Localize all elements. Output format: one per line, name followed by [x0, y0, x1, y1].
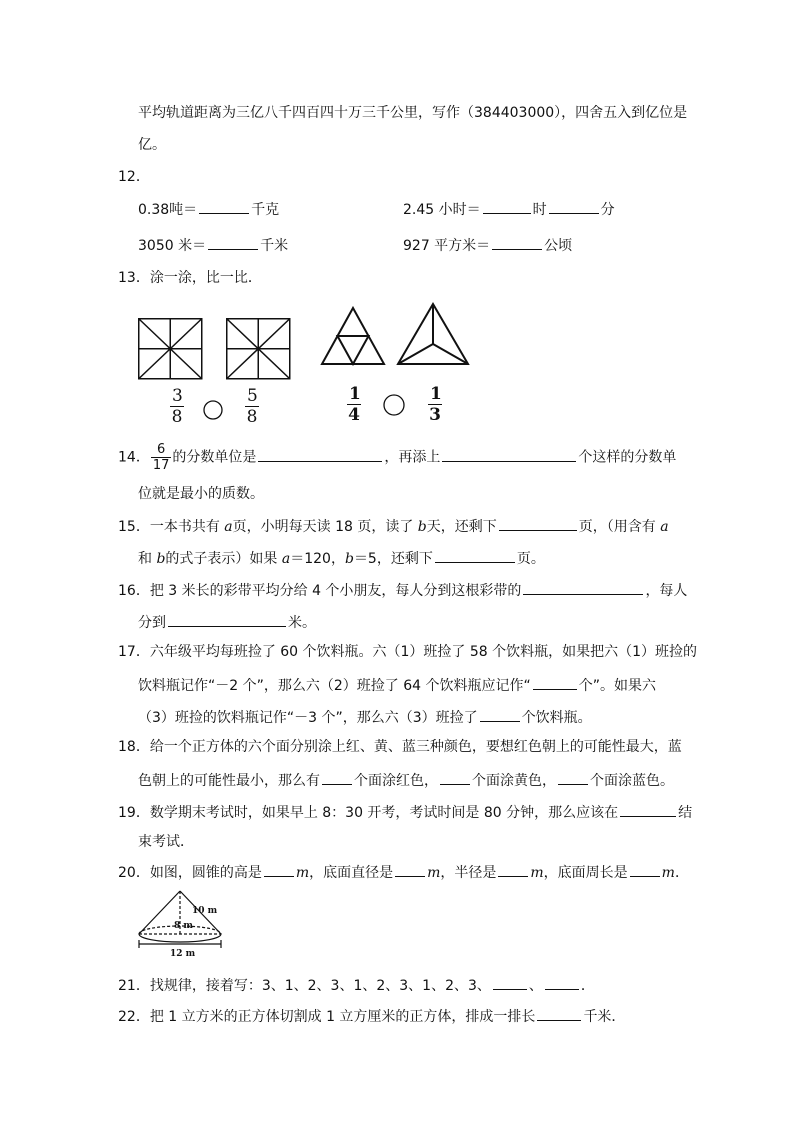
q17-text: 个”。如果六: [578, 678, 657, 694]
answer-blank[interactable]: [620, 801, 676, 817]
fraction-denominator: 8: [171, 407, 183, 427]
variable-a: a: [281, 551, 291, 567]
q21-text: 、: [528, 978, 543, 994]
q19-text: 结: [678, 805, 693, 821]
q17-line1: 17．六年级平均每班捡了 60 个饮料瓶。六（1）班捡了 58 个饮料瓶，如果把六（1）班捡的: [118, 644, 698, 660]
cone-height-label: 8 m: [174, 921, 193, 931]
answer-blank[interactable]: [442, 446, 576, 462]
fraction-numerator: 1: [430, 384, 442, 404]
q22-text: 千米．: [583, 1009, 626, 1025]
answer-blank[interactable]: [264, 861, 294, 877]
answer-blank[interactable]: [168, 611, 286, 627]
q20-text: ，底面直径是: [309, 865, 394, 881]
q22-line: [118, 1005, 625, 1027]
answer-blank[interactable]: [208, 234, 258, 250]
variable-a: a: [224, 519, 233, 535]
q14-part2: ，再添上: [384, 449, 441, 466]
unit-m: m: [530, 865, 544, 881]
fraction-denominator: 8: [246, 407, 258, 427]
q17-text: 个饮料瓶。: [521, 710, 592, 726]
q22-text: 22．把 1 立方米的正方体切割成 1 立方厘米的正方体，排成一排长: [118, 1009, 536, 1025]
answer-blank[interactable]: [523, 579, 643, 595]
answer-blank[interactable]: [493, 974, 527, 990]
q16-text: 分到: [138, 615, 166, 631]
answer-blank[interactable]: [199, 198, 249, 214]
answer-blank[interactable]: [558, 769, 588, 785]
q13-text: 13．涂一涂，比一比．: [118, 270, 262, 286]
q17-text: 饮料瓶记作“－2 个”，那么六（2）班捡了 64 个饮料瓶应记作“: [138, 678, 531, 694]
q21-line: [118, 974, 595, 996]
q15-text: 页，（用含有: [578, 519, 661, 535]
cone-base-label: 12 m: [170, 949, 196, 959]
q12-c-prefix: 3050 米＝: [138, 238, 207, 254]
answer-blank[interactable]: [258, 446, 382, 462]
fraction-numerator: 3: [172, 386, 183, 406]
q15-text: 的式子表示）如果: [165, 551, 282, 567]
q12-c-unit: 千米: [260, 238, 289, 254]
fraction-numerator: 6: [151, 442, 172, 458]
fraction-6-17: [151, 442, 172, 473]
q19-text: 19．数学期末考试时，如果早上 8：30 开考，考试时间是 80 分钟，那么应该在: [118, 805, 619, 821]
fraction-denominator: 4: [348, 405, 360, 425]
q14-part3: 个这样的分数单: [578, 449, 677, 466]
answer-blank[interactable]: [440, 769, 470, 785]
answer-blank[interactable]: [435, 547, 515, 563]
compare-circle-1[interactable]: [203, 400, 223, 420]
cone-figure: [136, 888, 228, 958]
fraction-numerator: 5: [247, 386, 258, 406]
q20-text: ，底面周长是: [543, 865, 628, 881]
q15-line1: [118, 515, 669, 537]
unit-m: m: [427, 865, 441, 881]
q12-item-b: [403, 198, 615, 220]
q14-number: 14．: [118, 449, 150, 466]
answer-blank[interactable]: [492, 234, 542, 250]
q16-line1: [118, 579, 687, 601]
answer-blank[interactable]: [483, 198, 531, 214]
triangle-figure-2: [396, 302, 470, 366]
answer-blank[interactable]: [480, 706, 520, 722]
q19-line2: 束考试．: [138, 834, 194, 850]
fraction-numerator: 1: [349, 384, 361, 404]
q15-text: 15．一本书共有: [118, 519, 225, 535]
q16-text: ，每人: [645, 583, 688, 599]
fraction-denominator: 17: [152, 458, 170, 473]
q16-text: 16．把 3 米长的彩带平均分给 4 个小朋友，每人分到这根彩带的: [118, 583, 522, 599]
q12-d-prefix: 927 平方米＝: [403, 238, 491, 254]
answer-blank[interactable]: [545, 974, 579, 990]
q12-a-unit: 千克: [251, 202, 280, 218]
q15-text: 页，小明每天读 18 页，读了: [232, 519, 418, 535]
unit-m: m: [295, 865, 310, 881]
fraction-3-8: [170, 386, 184, 427]
q18-text: 色朝上的可能性最小，那么有: [138, 773, 320, 789]
q15-text: 天，还剩下: [426, 519, 497, 535]
q14-line2: 位就是最小的质数。: [138, 486, 264, 502]
unit-m: m: [661, 865, 675, 881]
square-figure-1: [138, 318, 203, 380]
q12-item-a: [138, 198, 279, 220]
q18-line2: [138, 769, 674, 791]
answer-blank[interactable]: [533, 674, 577, 690]
fraction-1-3: [428, 384, 442, 425]
q16-text: 米。: [288, 615, 316, 631]
answer-blank[interactable]: [630, 861, 660, 877]
variable-b: b: [417, 519, 427, 535]
triangle-figure-1: [320, 306, 386, 366]
q18-line1: 18．给一个正方体的六个面分别涂上红、黄、蓝三种颜色，要想红色朝上的可能性最大，蓝: [118, 739, 682, 755]
q17-line2: [138, 674, 656, 696]
q12-d-unit: 公顷: [544, 238, 573, 254]
q12-item-d: [403, 234, 572, 256]
compare-circle-2[interactable]: [383, 394, 405, 416]
variable-b: b: [344, 551, 354, 567]
q18-text: 个面涂蓝色。: [590, 773, 674, 789]
q16-line2: [138, 611, 316, 633]
q17-line3: [138, 706, 592, 728]
cone-slant-label: 10 m: [192, 906, 218, 916]
q18-text: 个面涂黄色，: [472, 773, 556, 789]
variable-b: b: [156, 551, 166, 567]
q15-text: 和: [138, 551, 157, 567]
q21-text: ．: [580, 978, 595, 994]
q18-text: 个面涂红色，: [354, 773, 438, 789]
q15-text: ＝120，: [290, 551, 345, 567]
q11-line1: 平均轨道距离为三亿八千四百四十万三千公里，写作（384403000），四舍五入到亿位是: [138, 105, 688, 121]
answer-blank[interactable]: [395, 861, 425, 877]
fraction-1-4: [347, 384, 361, 425]
q12-number: 12．: [118, 169, 150, 185]
answer-blank[interactable]: [549, 198, 599, 214]
answer-blank[interactable]: [498, 861, 528, 877]
answer-blank[interactable]: [499, 515, 577, 531]
square-figure-2: [226, 318, 291, 380]
q12-b-prefix: 2.45 小时＝: [403, 202, 481, 218]
q12-b-mid: 时: [532, 202, 547, 218]
q15-text: 页。: [516, 551, 545, 567]
q15-text: ＝5，还剩下: [353, 551, 433, 567]
variable-a: a: [660, 519, 669, 535]
answer-blank[interactable]: [537, 1005, 581, 1021]
q21-text: 21．找规律，接着写：3、1、2、3、1、2、3、1、2、3、: [118, 978, 491, 994]
q14-part1: 的分数单位是: [172, 449, 257, 466]
q12-item-c: [138, 234, 288, 256]
fraction-5-8: [245, 386, 259, 427]
q20-text: ．: [674, 865, 689, 881]
q20-line1: [118, 861, 689, 883]
q20-text: ，半径是: [440, 865, 497, 881]
q15-line2: [138, 547, 545, 569]
q17-text: （3）班捡的饮料瓶记作“－3 个”，那么六（3）班捡了: [138, 710, 478, 726]
q12-a-prefix: 0.38吨＝: [138, 202, 198, 218]
q14-line1: [118, 442, 676, 473]
q20-text: 20．如图，圆锥的高是: [118, 865, 262, 881]
fraction-denominator: 3: [429, 405, 441, 425]
q11-line2: 亿。: [138, 137, 166, 153]
q12-b-unit: 分: [600, 202, 615, 218]
answer-blank[interactable]: [322, 769, 352, 785]
q19-line1: [118, 801, 692, 823]
